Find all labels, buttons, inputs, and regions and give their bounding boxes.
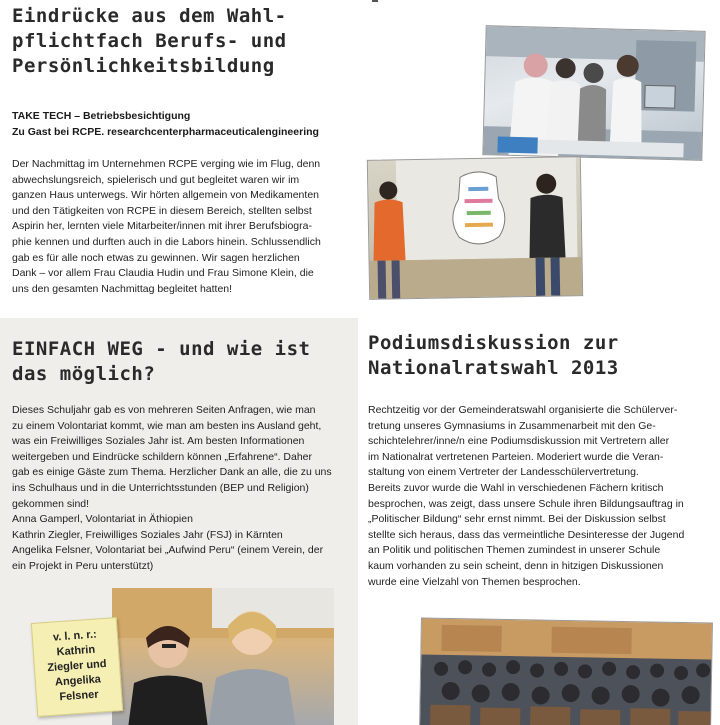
subtitle-line: TAKE TECH – Betriebsbesichtigung: [12, 110, 191, 122]
title-line: pflichtfach Berufs- und: [12, 30, 287, 52]
audience-photo: [419, 617, 713, 725]
body-line: was ein Freiwilliges Soziales Jahr ist. Am besten Informationen: [12, 435, 305, 448]
body-line: Der Nachmittag im Unternehmen RCPE verging wie im Flug, denn: [12, 158, 321, 170]
lab-photo: [482, 25, 705, 161]
body-line: gab es für alle noch etwas zu gewinnen. Wir sagen herzlichen: [12, 251, 300, 264]
caption-line: v. l. n. r.:: [52, 628, 98, 644]
title-line: das möglich?: [12, 363, 156, 385]
caption-line: Ziegler und: [46, 657, 107, 675]
body-line: abwechslungsreich, spielerisch und gut begleitet waren wir im: [12, 173, 300, 186]
body-line: Bereits zuvor wurde die Wahl in verschiedenen Fächern kritisch: [368, 481, 664, 494]
body-line: wurde eine Vielzahl von Themen besprochen.: [368, 575, 581, 588]
caption-line: Angelika: [54, 673, 102, 689]
title-line: Eindrücke aus dem Wahl-: [12, 5, 287, 27]
title-line: Podiumsdiskussion zur: [368, 332, 619, 354]
guests-photo: [112, 588, 334, 725]
body-line: ins Schulhaus und in die Unterrichtsstunden (BEP und Religion): [12, 481, 309, 494]
section-title-einfach-weg: [12, 337, 352, 387]
section-subtitle: [12, 108, 362, 140]
body-line: weitergeben und Eindrücke schildern können „Erfahrene“. Daher: [12, 450, 313, 463]
section-title-wahlpflichtfach: [12, 4, 352, 79]
section-body-text: [368, 403, 712, 590]
body-line: ein Projekt in Peru unterstützt): [12, 559, 154, 572]
section-body-text: [12, 403, 352, 575]
body-line: schichtelehrer/inne/n eine Podiumsdiskussion mit Vertretern aller: [368, 435, 670, 448]
body-line: Dank – vor allem Frau Claudia Hudin und Frau Simone Klein, die: [12, 267, 314, 280]
body-line: „Politischer Bildung“ sehr ernst nimmt. Bei der Diskussion selbst: [368, 513, 666, 526]
section-body-text: [12, 157, 364, 297]
body-line: phie kennen und durften auch in die Labors hinein. Schlussendlich: [12, 235, 321, 248]
body-line: gekommen sind!: [12, 497, 90, 510]
body-line: an Politik und politischen Themen zumindest in unserer Schule: [368, 544, 661, 557]
body-line: und den Tätigkeiten von RCPE in diesem Bereich, stellten selbst: [12, 204, 312, 217]
caption-line: Kathrin: [56, 643, 96, 659]
body-line: Anna Gamperl, Volontariat in Äthiopien: [12, 513, 193, 526]
body-line: staltung von einem Vertreter der Landesschülervertretung.: [368, 466, 639, 479]
body-line: stellte sich heraus, dass das vermeintliche Desinteresse der Jugend: [368, 528, 685, 541]
body-line: uns den gesamten Nachmittag begleitet hatten!: [12, 282, 233, 295]
audience-photo-illustration: [420, 618, 713, 725]
body-line: Dieses Schuljahr gab es von mehreren Seiten Anfragen, wie man: [12, 404, 316, 416]
body-line: kaum vorhanden zu sein scheint, denn in hitzigen Diskussionen: [368, 559, 664, 572]
body-line: im Nationalrat vertretenen Parteien. Moderiert wurde die Veran-: [368, 450, 664, 463]
body-line: tretung unseres Gymnasiums in Zusammenarbeit mit den Ge-: [368, 419, 656, 432]
body-line: gab es einige Gäste zum Thema. Herzlicher Dank an alle, die zu uns: [12, 466, 332, 479]
body-line: zu einem Volontariat kommt, wie man am besten ins Ausland geht,: [12, 419, 322, 432]
page-corner-mark: [372, 0, 378, 2]
section-title-podiumsdiskussion: [368, 331, 708, 381]
body-line: besprochen, was zeigt, dass unsere Schule ihren Bildungsauftrag in: [368, 497, 684, 510]
caption-line: Felsner: [59, 688, 99, 704]
subtitle-line: Zu Gast bei RCPE. researchcenterpharmaceuticalengineering: [12, 126, 319, 138]
lab-photo-illustration: [483, 26, 705, 161]
photo-caption-note: [31, 617, 123, 717]
body-line: Aspirin her, lernten viele Mitarbeiter/innen mit ihrer Berufsbiogra-: [12, 220, 312, 233]
title-line: Persönlichkeitsbildung: [12, 55, 275, 77]
poster-photo-illustration: [368, 157, 583, 300]
body-line: Angelika Felsner, Volontariat bei „Aufwind Peru“ (einem Verein, der: [12, 544, 324, 557]
body-line: Kathrin Ziegler, Freiwilliges Soziales Jahr (FSJ) in Kärnten: [12, 528, 283, 541]
guests-photo-illustration: [112, 588, 334, 725]
body-line: ganzen Haus unterwegs. Wir hörten allgemein von Medikamenten: [12, 189, 319, 202]
poster-presentation-photo: [367, 156, 583, 300]
body-line: Rechtzeitig vor der Gemeinderatswahl organisierte die Schülerver-: [368, 404, 678, 416]
title-line: EINFACH WEG - und wie ist: [12, 338, 311, 360]
title-line: Nationalratswahl 2013: [368, 357, 619, 379]
